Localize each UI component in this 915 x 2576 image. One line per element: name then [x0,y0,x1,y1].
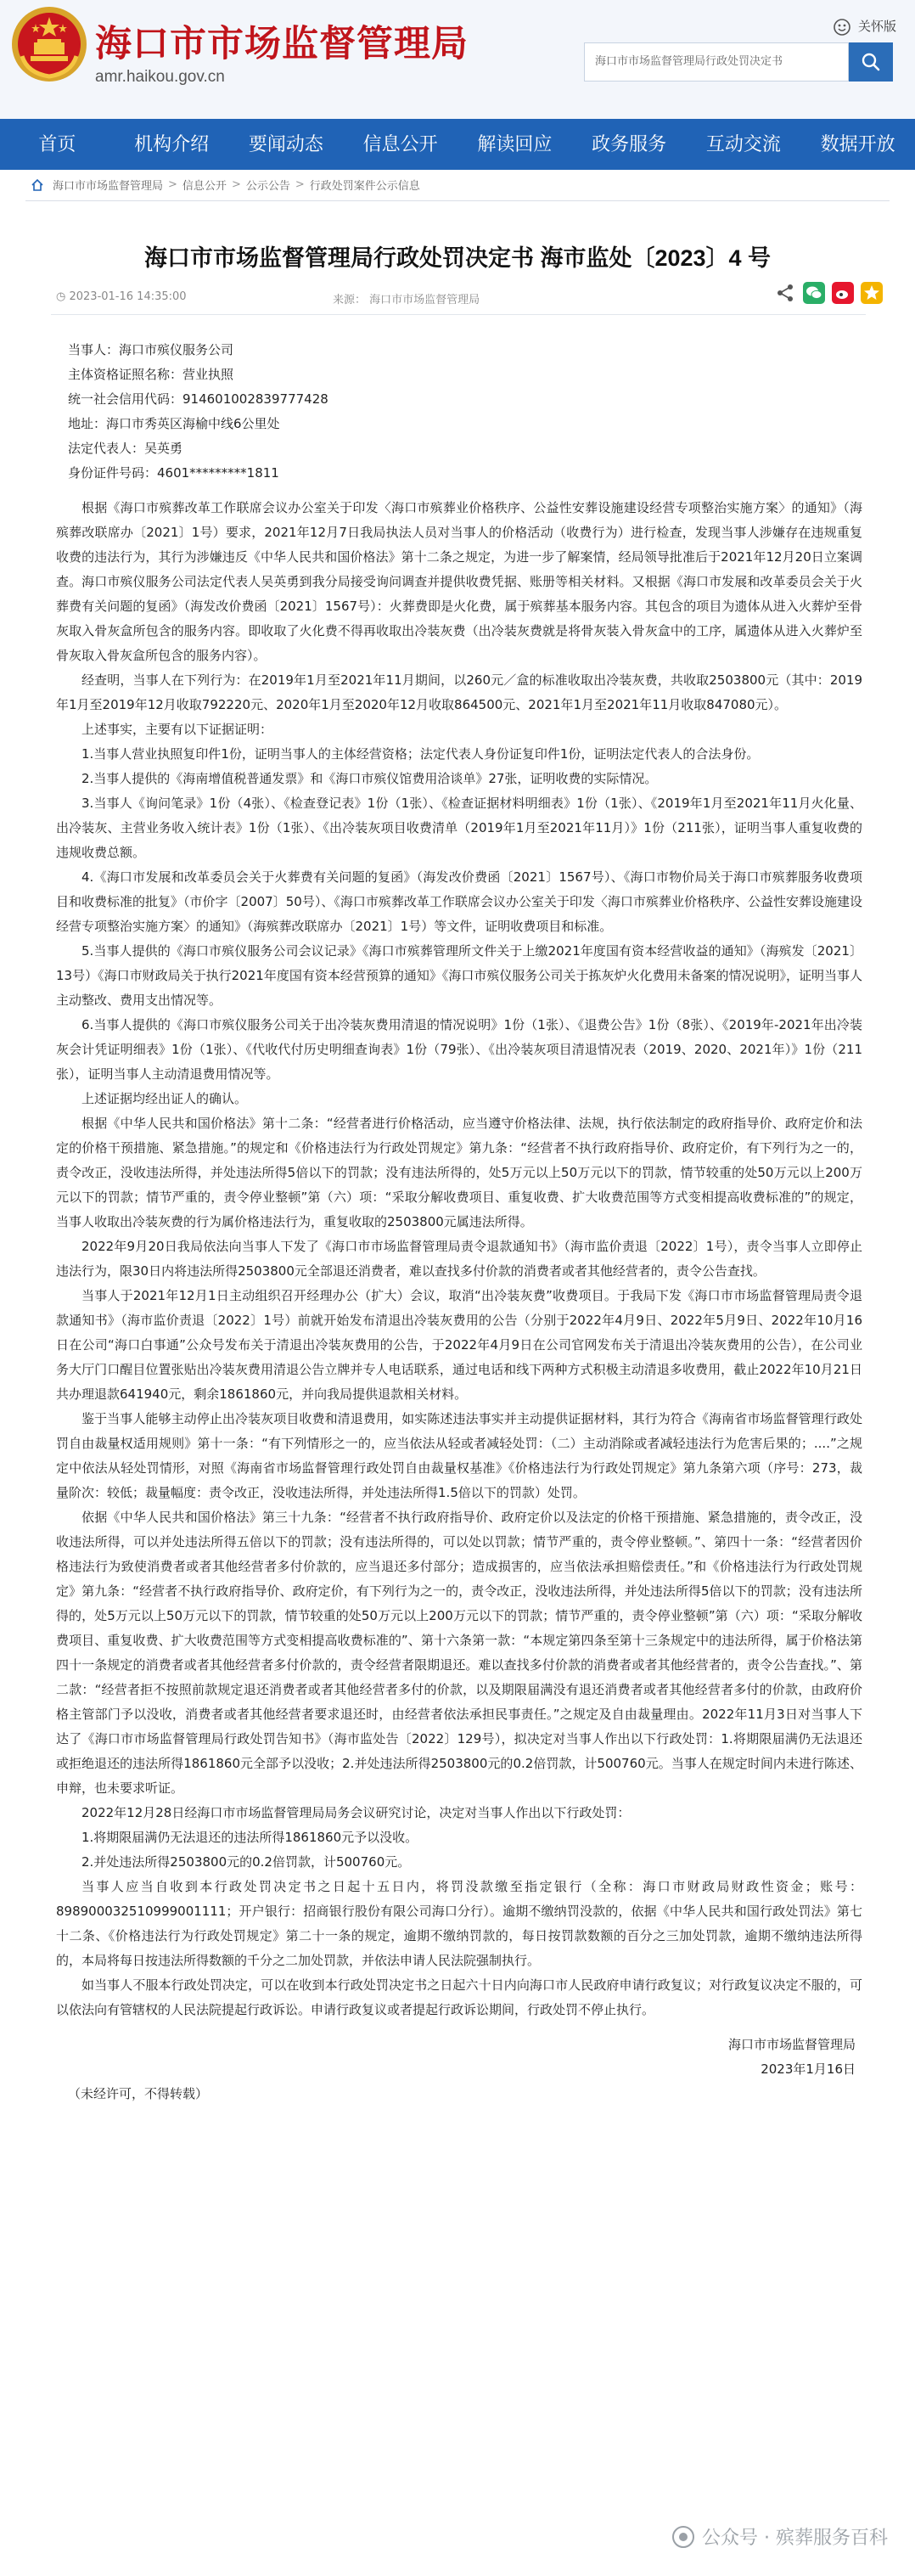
party-info-line: 统一社会信用代码：914601002839777428 [68,391,328,407]
breadcrumb-item[interactable]: 信息公开 [182,180,227,193]
evidence-item: 2.当事人提供的《海南增值税普通发票》和《海口市殡仪馆费用洽谈单》27张，证明收费的实际情况。 [81,771,658,786]
evidence-item: 6.当事人提供的《海口市殡仪服务公司关于出冷装灰费用清退的情况说明》1份（1张）、《退费公告》1份（8张）、《2019年-2021年出冷装灰会计凭证明细表》1份（1张）、《代收代付历史明细查询表》1份（79张）、《出冷装灰项目清退情况表（2019、2020、2021年）》1份（211张），证明当事人主动清退费用情况等。 [56,1017,862,1082]
party-info-line: 身份证件号码：4601*********1811 [68,465,279,481]
party-info-line: 法定代表人：吴英勇 [68,441,183,456]
breadcrumb-separator: > [168,178,177,191]
signature-org: 海口市市场监督管理局 [727,2037,856,2052]
wechat-icon[interactable] [803,282,825,304]
care-mode-icon [833,18,851,37]
nav-interpretation[interactable]: 解读回应 [477,133,553,155]
body-paragraph: 根据《海口市殡葬改革工作联席会议办公室关于印发〈海口市殡葬业价格秩序、公益性安葬设施建设经营专项整治实施方案〉的通知》（海殡葬改联席办〔2021〕1号）要求，2021年12月7日我局执法人员对当事人的价格活动（收费行为）进行检查，发现当事人涉嫌存在违规重复收费的违法行为，其行为涉嫌违反《中华人民共和国价格法》第十二条之规定，为进一步了解案情，经局领导批准后于2021年12月20日立案调查。海口市殡仪服务公司法定代表人吴英勇到我分局接受询问调查并提供收费凭据、账册等相关材料。又根据《海口市发展和改革委员会关于火葬费有关问题的复函》（海发改价费函〔2021〕1567号）：火葬费即是火化费，属于殡葬基本服务内容。其包含的项目为遗体从进入火葬炉至骨灰取入骨灰盒所包含的服务内容。即收取了火化费不得再收取出冷装灰费（出冷装灰费就是将骨灰装入骨灰盒中的工序，属遗体从进入火葬炉至骨灰取入骨灰盒所包含的服务内容）。 [56,500,862,663]
breadcrumb-item[interactable]: 行政处罚案件公示信息 [309,180,420,193]
site-url: amr.haikou.gov.cn [95,68,225,86]
party-info-line: 当事人：海口市殡仪服务公司 [68,342,234,357]
divider [51,314,866,315]
nav-home[interactable]: 首页 [38,133,76,155]
penalty-item: 1.将期限届满仍无法退还的违法所得1861860元予以没收。 [81,1830,418,1845]
search-input[interactable]: 海口市市场监督管理局行政处罚决定书 [584,42,849,82]
nav-info-disclosure[interactable]: 信息公开 [362,133,438,155]
share-bar [774,282,883,304]
body-paragraph: 上述事实，主要有以下证据证明： [81,722,273,737]
article-body [56,338,862,2106]
clock-icon: ◷ [56,290,70,303]
body-paragraph: 当事人于2021年12月1日主动组织召开经理办公（扩大）会议，取消“出冷装灰费”收费项目。于我局下发《海口市市场监督管理局责令退款通知书》（海市监价责退〔2022〕1号）前就开始发布清退出冷装灰费用的公告（分别于2022年4月9日、2022年5月9日、2022年10月16日在公司“海口白事通”公众号发布关于清退出冷装灰费用的公告，于2022年4月9日在公司官网发布关于清退出冷装灰费用的公告），在公司业务大厅门口醒目位置张贴出冷装灰费用清退公告立牌并专人电话联系，通过电话和线下两种方式积极主动清退多收费用，截止2022年10月21日共办理退款641940元，剩余1861860元，并向我局提供退款相关材料。 [56,1288,862,1402]
search-button[interactable] [849,42,893,82]
party-info-line: 地址：海口市秀英区海榆中线6公里处 [68,416,280,431]
breadcrumb-separator: > [295,178,305,191]
body-paragraph: 根据《中华人民共和国价格法》第十二条：“经营者进行价格活动，应当遵守价格法律、法规，执行依法制定的政府指导价、政府定价和法定的价格干预措施、紧急措施。”的规定和《价格违法行为行政处罚规定》第九条：“经营者不执行政府指导价、政府定价，有下列行为之一的，责令改正，没收违法所得，并处违法所得5倍以下的罚款；没有违法所得的，处5万元以上50万元以下的罚款，情节较重的处50万元以上200万元以下的罚款；情节严重的，责令停业整顿”第（六）项：“采取分解收费项目、重复收费、扩大收费范围等方式变相提高收费标准的”的规定，当事人收取出冷装灰费的行为属价格违法行为，重复收取的2503800元属违法所得。 [56,1116,862,1229]
share-icon[interactable] [774,282,796,304]
publish-date [56,290,187,303]
article-title: 海口市市场监督管理局行政处罚决定书 海市监处〔2023〕4 号 [143,245,772,271]
weibo-icon[interactable] [832,282,854,304]
main-nav [0,119,915,170]
article-source: 来源： 海口市市场监督管理局 [333,294,480,307]
publish-date-text: 2023-01-16 14:35:00 [69,290,187,303]
breadcrumb-separator: > [231,178,241,191]
home-icon [31,178,44,192]
wechat-watermark [671,2523,888,2550]
breadcrumb-item[interactable]: 公示公告 [245,180,290,193]
body-paragraph: 经查明，当事人在下列行为：在2019年1月至2021年11月期间，以260元／盒的标准收取出冷装灰费，共收取2503800元（其中：2019年1月至2019年12月收取792220元、2020年1月至2020年12月收取864500元、2021年1月至2021年11月收取847080元）。 [56,672,862,712]
care-mode-label: 关怀版 [857,19,896,34]
nav-open-data[interactable]: 数据开放 [820,133,895,155]
search-icon [861,52,881,72]
evidence-item: 1.当事人营业执照复印件1份，证明当事人的主体经营资格；法定代表人身份证复印件1份，证明法定代表人的合法身份。 [81,746,760,762]
divider [25,200,890,201]
signature-date: 2023年1月16日 [761,2061,856,2077]
evidence-item: 5.当事人提供的《海口市殡仪服务公司会议记录》《海口市殡葬管理所文件关于上缴2021年度国有资本经营收益的通知》（海殡发〔2021〕13号）《海口市财政局关于执行2021年度国有资本经营预算的通知》《海口市殡仪服务公司关于拣灰炉火化费用未备案的情况说明》，证明当事人主动整改、费用支出情况等。 [56,943,862,1008]
body-paragraph: 依据《中华人民共和国价格法》第三十九条：“经营者不执行政府指导价、政府定价以及法定的价格干预措施、紧急措施的，责令改正，没收违法所得，可以并处违法所得五倍以下的罚款；没有违法所得的，可以处以罚款；情节严重的，责令停业整顿。”、第四十一条：“经营者因价格违法行为致使消费者或者其他经营者多付价款的，应当退还多付部分；造成损害的，应当依法承担赔偿责任。”和《价格违法行为行政处罚规定》第九条：“经营者不执行政府指导价、政府定价，有下列行为之一的，责令改正，没收违法所得，并处违法所得5倍以下的罚款；没有违法所得的，处5万元以上50万元以下的罚款，情节较重的处50万元以上200万元以下的罚款；情节严重的，责令停业整顿”第（六）项：“采取分解收费项目、重复收费、扩大收费范围等方式变相提高收费标准的”、第十六条第一款：“本规定第四条至第十三条规定中的违法所得，属于价格法第四十一条规定的消费者或者其他经营者多付价款的，责令经营者限期退还。难以查找多付价款的消费者或者其他经营者的，责令公告查找。”、第二款：“经营者拒不按照前款规定退还消费者或者其他经营者多付的价款，以及期限届满没有退还消费者或者其他经营者多付的价款，由政府价格主管部门予以没收，消费者或者其他经营者要求退还时，由经营者依法承担民事责任。”之规定及自由裁量理由。2022年11月3日对当事人下达了《海口市市场监督管理局行政处罚告知书》（海市监处告〔2022〕129号），拟决定对当事人作出以下行政处罚：1.将期限届满仍无法退还或拒绝退还的违法所得1861860元全部予以没收；2.并处违法所得2503800元的0.2倍罚款，计500760元。当事人在规定时间内未进行陈述、申辩，也未要求听证。 [56,1510,862,1796]
evidence-item: 4.《海口市发展和改革委员会关于火葬费有关问题的复函》（海发改价费函〔2021〕1567号）、《海口市物价局关于海口市殡葬服务收费项目和收费标准的批复》（市价字〔2007〕50号）、《海口市殡葬改革工作联席会议办公室关于印发〈海口市殡葬业价格秩序、公益性安葬设施建设经营专项整治实施方案〉的通知》（海殡葬改联席办〔2021〕1号）等文件，证明收费项目和标准。 [56,869,862,934]
body-paragraph: 当事人应当自收到本行政处罚决定书之日起十五日内，将罚没款缴至指定银行（全称：海口市财政局财政性资金；账号：898900032510999001111；开户银行：招商银行股份有限公司海口分行）。逾期不缴纳罚没款的，依据《中华人民共和国行政处罚法》第七十二条、《价格违法行为行政处罚规定》第二十一条的规定，逾期不缴纳罚款的，每日按罚款数额的百分之三加处罚款，逾期不缴纳违法所得的，本局将每日按违法所得数额的千分之二加处罚款，并依法申请人民法院强制执行。 [56,1879,862,1968]
breadcrumb-item[interactable]: 海口市市场监督管理局 [53,180,164,193]
penalty-item: 2.并处违法所得2503800元的0.2倍罚款，计500760元。 [81,1854,411,1870]
nav-org-intro[interactable]: 机构介绍 [134,133,210,155]
wechat-public-icon [671,2525,695,2549]
body-paragraph: 鉴于当事人能够主动停止出冷装灰项目收费和清退费用，如实陈述违法事实并主动提供证据材料，其行为符合《海南省市场监督管理行政处罚自由裁量权适用规则》第十一条：“有下列情形之一的，应当依法从轻或者减轻处罚：（二）主动消除或者减轻违法行为危害后果的；....”之规定中依法从轻处罚情形，对照《海南省市场监督管理行政处罚自由裁量权基准》《价格违法行为行政处罚规定》第九条第六项（序号：273，裁量阶次：较低；裁量幅度：责令改正，没收违法所得，并处违法所得1.5倍以下的罚款）处罚。 [56,1411,862,1500]
evidence-item: 3.当事人《询问笔录》1份（4张）、《检查登记表》1份（1张）、《检查证据材料明细表》1份（1张）、《2019年1月至2021年11月火化量、出冷装灰、主营业务收入统计表》1份（1张）、《出冷装灰项目收费清单（2019年1月至2021年11月）》1份（211张），证明当事人重复收费的违规收费总额。 [56,796,862,860]
care-mode-link[interactable] [833,17,896,37]
watermark-text: 公众号 · 殡葬服务百科 [702,2528,888,2549]
body-paragraph: 上述证据均经出证人的确认。 [81,1091,248,1106]
party-info-line: 主体资格证照名称：营业执照 [68,367,234,382]
body-paragraph: 2022年12月28日经海口市市场监督管理局局务会议研究讨论，决定对当事人作出以下行政处罚： [81,1805,631,1820]
site-header [0,0,915,119]
nav-interaction[interactable]: 互动交流 [705,133,781,155]
body-paragraph: 2022年9月20日我局依法向当事人下发了《海口市市场监督管理局责令退款通知书》（海市监价责退〔2022〕1号），责令当事人立即停止违法行为，限30日内将违法所得2503800元全部退还消费者，难以查找多付价款的消费者或者其他经营者的，责令公告查找。 [56,1239,862,1279]
qzone-icon[interactable] [861,282,883,304]
reprint-note: （未经许可，不得转载） [68,2086,209,2101]
breadcrumb [31,177,420,193]
nav-gov-services[interactable]: 政务服务 [592,133,667,155]
site-title[interactable]: 海口市市场监督管理局 [95,24,469,65]
nav-news[interactable]: 要闻动态 [248,133,323,155]
body-paragraph: 如当事人不服本行政处罚决定，可以在收到本行政处罚决定书之日起六十日内向海口市人民政府申请行政复议；对行政复议决定不服的，可以依法向有管辖权的人民法院提起行政诉讼。申请行政复议或者提起行政诉讼期间，行政处罚不停止执行。 [56,1977,862,2017]
national-emblem-icon [10,5,88,83]
